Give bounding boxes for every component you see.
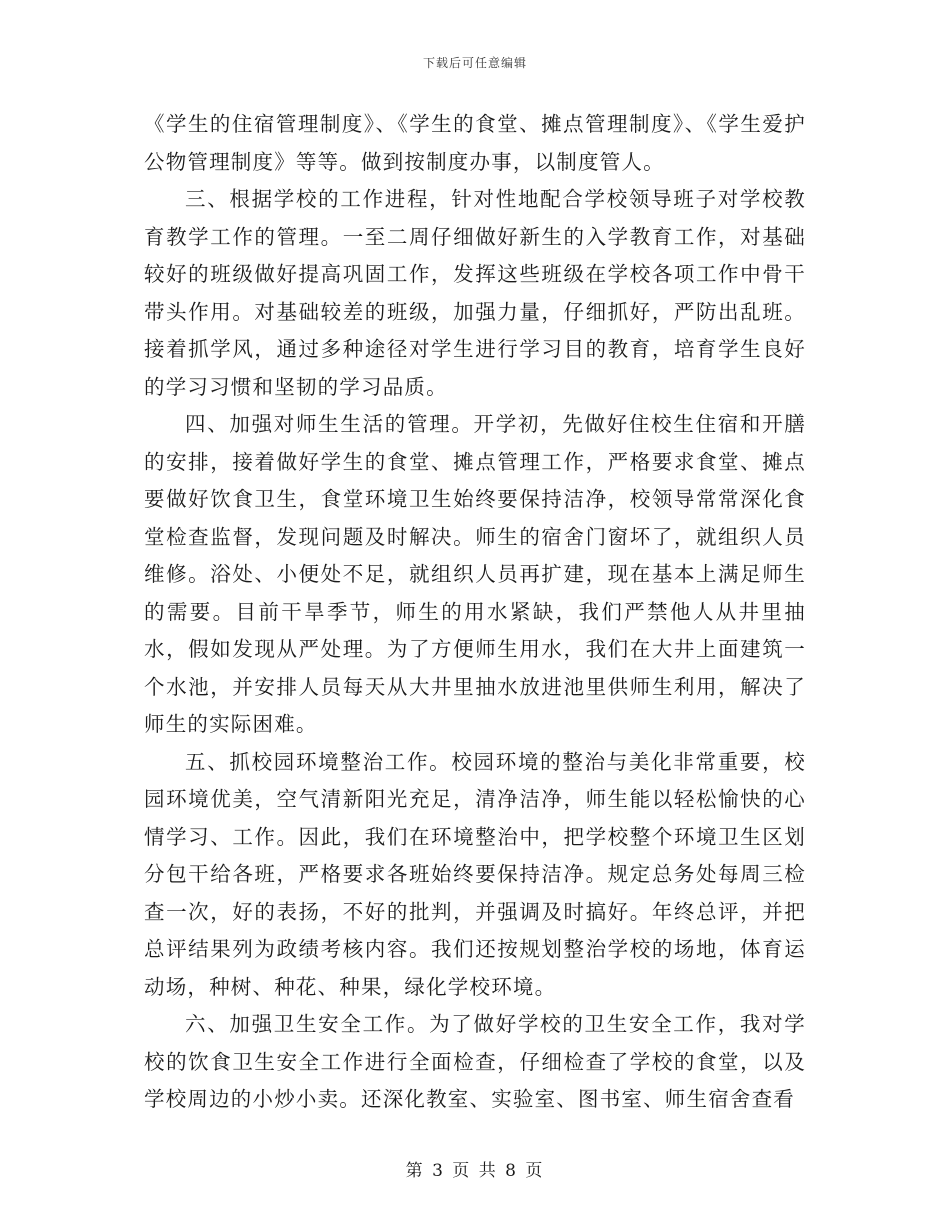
paragraph-section-4: 四、加强对师生生活的管理。开学初，先做好住校生住宿和开膳的安排，接着做好学生的食堂、摊点管理工作，严格要求食堂、摊点要做好饮食卫生，食堂环境卫生始终要保持洁净，校领导常常深化食堂检查监督，发现问题及时解决。师生的宿舍门窗坏了，就组织人员维修。浴处、小便处不足，就组织人员再扩建，现在基本上满足师生的需要。目前干旱季节，师生的用水紧缺，我们严禁他人从井里抽水，假如发现从严处理。为了方便师生用水，我们在大井上面建筑一个水池，并安排人员每天从大井里抽水放进池里供师生利用，解决了师生的实际困难。: [144, 412, 806, 736]
paragraph-section-3: 三、根据学校的工作进程，针对性地配合学校领导班子对学校教育教学工作的管理。一至二周仔细做好新生的入学教育工作，对基础较好的班级做好提高巩固工作，发挥这些班级在学校各项工作中骨干带头作用。对基础较差的班级，加强力量，仔细抓好，严防出乱班。接着抓学风，通过多种途径对学生进行学习目的教育，培育学生良好的学习习惯和坚韧的学习品质。: [144, 187, 806, 399]
page-number-footer: 第 3 页 共 8 页: [405, 1161, 545, 1181]
paragraph-section-5: 五、抓校园环境整治工作。校园环境的整治与美化非常重要，校园环境优美，空气清新阳光充足，清净洁净，师生能以轻松愉快的心情学习、工作。因此，我们在环境整治中，把学校整个环境卫生区划分包干给各班，严格要求各班始终要保持洁净。规定总务处每周三检查一次，好的表扬，不好的批判，并强调及时搞好。年终总评，并把总评结果列为政绩考核内容。我们还按规划整治学校的场地，体育运动场，种树、种花、种果，绿化学校环境。: [144, 749, 806, 999]
document-body: [144, 106, 806, 1119]
paragraph-regulations: 《学生的住宿管理制度》、《学生的食堂、摊点管理制度》、《学生爱护公物管理制度》等等。做到按制度办事，以制度管人。: [144, 112, 806, 174]
paragraph-section-6: 六、加强卫生安全工作。为了做好学校的卫生安全工作，我对学校的饮食卫生安全工作进行全面检查，仔细检查了学校的食堂，以及学校周边的小炒小卖。还深化教室、实验室、图书室、师生宿舍查看: [144, 1012, 806, 1111]
page-header-note: 下载后可任意编辑: [422, 56, 527, 70]
